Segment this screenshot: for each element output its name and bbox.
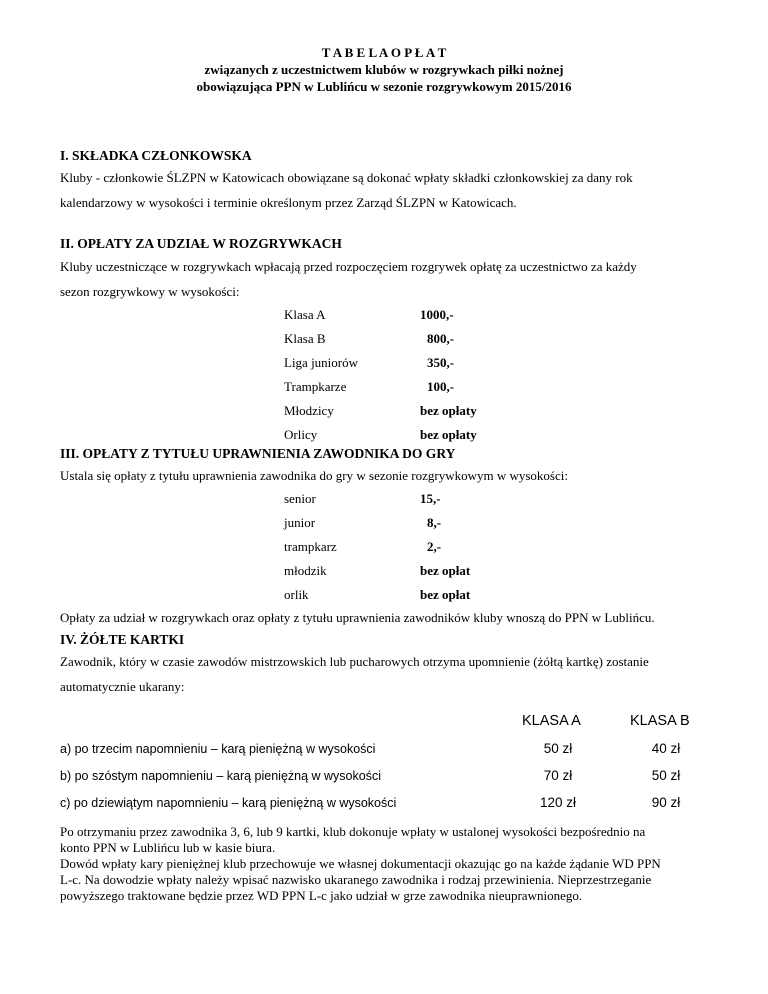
fee-label: junior <box>284 515 316 530</box>
fee-value: 1000,- <box>420 307 454 322</box>
paragraph-line: kalendarzowy w wysokości i terminie określonym przez Zarząd ŚLZPN w Katowicach. <box>60 195 517 210</box>
paragraph-line: Ustala się opłaty z tytułu uprawnienia zawodnika do gry w sezonie rozgrywkowym w wysokości: <box>60 468 568 483</box>
fee-label: trampkarz <box>284 539 337 554</box>
penalty-value-b: 50 zł <box>651 768 681 783</box>
penalty-row-label: c) po dziewiątym napomnieniu – karą pieniężną w wysokości <box>60 796 397 810</box>
paragraph-line: sezon rozgrywkowy w wysokości: <box>60 284 240 299</box>
fee-value: 800,- <box>427 331 455 346</box>
fee-value: 8,- <box>427 515 442 530</box>
paragraph-line: powyższego traktowane będzie przez WD PPN L-c jako udział w grze zawodnika nieuprawnionego. <box>60 888 583 903</box>
fee-value: 15,- <box>420 491 441 506</box>
fee-value: 350,- <box>427 355 455 370</box>
fee-label: Trampkarze <box>284 379 347 394</box>
document-title: T A B E L A O P Ł A T <box>321 45 447 60</box>
penalty-value-a: 70 zł <box>543 768 573 783</box>
document-subtitle: obowiązująca PPN w Lublińcu w sezonie rozgrywkowym 2015/2016 <box>196 79 572 94</box>
fee-label: młodzik <box>284 563 327 578</box>
penalty-value-b: 40 zł <box>651 741 681 756</box>
fee-label: Klasa A <box>284 307 326 322</box>
fee-value: bez opłaty <box>420 403 477 418</box>
paragraph-line: Kluby uczestniczące w rozgrywkach wpłacają przed rozpoczęciem rozgrywek opłatę za uczestnictwo za każdy <box>60 259 637 274</box>
column-header-klasa-a: KLASA A <box>522 713 581 729</box>
penalty-value-b: 90 zł <box>651 795 681 810</box>
paragraph-line: automatycznie ukarany: <box>60 679 185 694</box>
section-heading: III. OPŁATY Z TYTUŁU UPRAWNIENIA ZAWODNIKA DO GRY <box>60 446 456 461</box>
paragraph-line: Kluby - członkowie ŚLZPN w Katowicach obowiązane są dokonać wpłaty składki członkowskiej za dany rok <box>60 170 633 185</box>
section-heading: I. SKŁADKA CZŁONKOWSKA <box>60 148 252 163</box>
document-subtitle: związanych z uczestnictwem klubów w rozgrywkach piłki nożnej <box>204 62 564 77</box>
fee-label: senior <box>284 491 316 506</box>
fee-label: Klasa B <box>284 331 326 346</box>
penalty-row-label: b) po szóstym napomnieniu – karą pieniężną w wysokości <box>60 769 381 783</box>
paragraph-line: Opłaty za udział w rozgrywkach oraz opłaty z tytułu uprawnienia zawodników kluby wnoszą do PPN w Lublińcu. <box>60 610 655 625</box>
fee-value: 100,- <box>427 379 455 394</box>
fee-label: Liga juniorów <box>284 355 359 370</box>
fee-value: 2,- <box>427 539 442 554</box>
paragraph-line: Zawodnik, który w czasie zawodów mistrzowskich lub pucharowych otrzyma upomnienie (żółtą kartkę) zostanie <box>60 654 649 669</box>
paragraph-line: konto PPN w Lublińcu lub w kasie biura. <box>60 840 276 855</box>
penalty-value-a: 50 zł <box>543 741 573 756</box>
paragraph-line: L-c. Na dowodzie wpłaty należy wpisać nazwisko ukaranego zawodnika i rodzaj przewinienia. Nieprzestrzeganie <box>60 872 652 887</box>
fee-label: orlik <box>284 587 309 602</box>
penalty-value-a: 120 zł <box>539 795 577 810</box>
section-heading: II. OPŁATY ZA UDZIAŁ W ROZGRYWKACH <box>60 236 342 251</box>
penalty-row-label: a) po trzecim napomnieniu – karą pieniężną w wysokości <box>60 742 376 756</box>
fee-label: Orlicy <box>284 427 318 442</box>
column-header-klasa-b: KLASA B <box>630 713 690 729</box>
fee-value: bez opłat <box>420 563 471 578</box>
paragraph-line: Po otrzymaniu przez zawodnika 3, 6, lub 9 kartki, klub dokonuje wpłaty w ustalonej wysokości bezpośrednio na <box>60 824 646 839</box>
fee-label: Młodzicy <box>284 403 334 418</box>
paragraph-line: Dowód wpłaty kary pieniężnej klub przechowuje we własnej dokumentacji okazując go na każde żądanie WD PPN <box>60 856 661 871</box>
fee-value: bez opłat <box>420 587 471 602</box>
fee-value: bez opłaty <box>420 427 477 442</box>
section-heading: IV. ŻÓŁTE KARTKI <box>60 632 185 647</box>
